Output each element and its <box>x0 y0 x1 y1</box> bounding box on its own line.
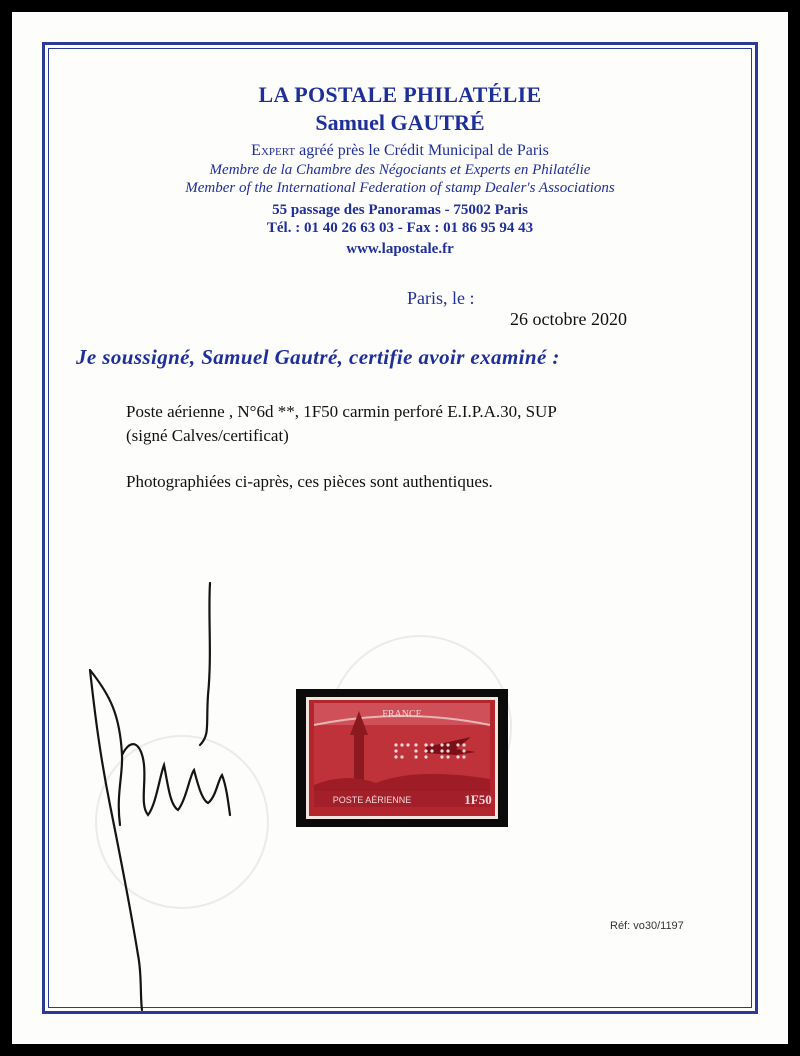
stamp-country: FRANCE <box>382 709 422 720</box>
membership-french: Membre de la Chambre des Négociants et Experts en Philatélie <box>209 162 591 178</box>
certification-statement: Je soussigné, Samuel Gautré, certifie avoir examiné : <box>76 345 560 369</box>
stamp-photo <box>296 689 508 827</box>
company-name: LA POSTALE PHILATÉLIE <box>258 82 542 107</box>
airmail-stamp <box>306 697 498 819</box>
authenticity-statement: Photographiées ci-après, ces pièces sont authentiques. <box>126 472 493 491</box>
stamp-value: 1F50 <box>464 792 492 807</box>
expert-accreditation <box>0 142 800 160</box>
certificate-date: 26 octobre 2020 <box>510 309 627 329</box>
reference-number: Réf: vo30/1197 <box>610 920 684 932</box>
phone-fax: Tél. : 01 40 26 63 03 - Fax : 01 86 95 94 43 <box>266 220 534 236</box>
stamp-artwork <box>306 697 498 819</box>
membership-english: Member of the International Federation of stamp Dealer's Associations <box>185 180 615 196</box>
place-label: Paris, le : <box>407 288 475 308</box>
item-description: Poste aérienne , N°6d **, 1F50 carmin perforé E.I.P.A.30, SUP <box>126 402 557 421</box>
website: www.lapostale.fr <box>346 241 454 257</box>
expert-word: Expert <box>251 142 296 159</box>
expert-accreditation-rest: agréé près le Crédit Municipal de Paris <box>295 142 549 159</box>
stamp-caption: POSTE AÉRIENNE <box>332 795 412 805</box>
address: 55 passage des Panoramas - 75002 Paris <box>272 202 528 218</box>
signature <box>60 575 260 1015</box>
item-note: (signé Calves/certificat) <box>126 426 289 445</box>
expert-name: Samuel GAUTRÉ <box>315 110 485 135</box>
